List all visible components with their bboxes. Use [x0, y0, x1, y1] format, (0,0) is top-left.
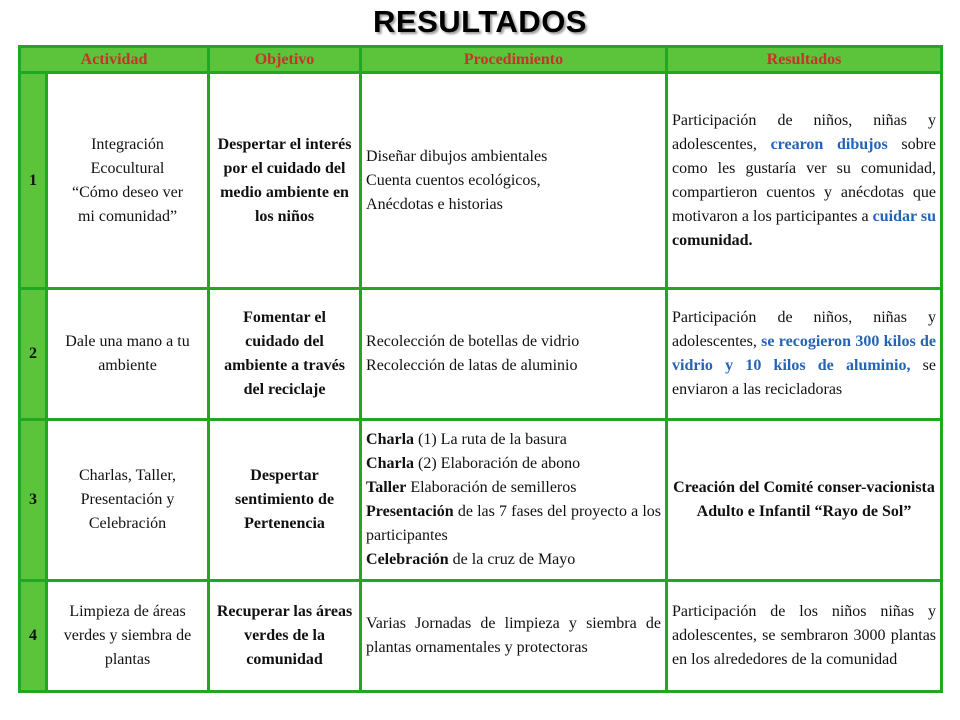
results-highlight: cuidar su — [872, 207, 937, 225]
results-cell — [667, 73, 942, 289]
results-text: Participación de niños, niñas y adolescentes, — [672, 308, 937, 350]
page-title: RESULTADOS — [373, 4, 587, 39]
objective-cell: Recuperar las áreas verdes de la comunidad — [209, 581, 361, 692]
table-row — [20, 419, 942, 580]
objective-cell: Despertar sentimiento de Pertenencia — [209, 419, 361, 580]
table-row — [20, 288, 942, 419]
activity-line: Integración — [91, 135, 164, 153]
procedure-line: Recolección de latas de aluminio — [366, 356, 578, 374]
procedure-text: Elaboración de semilleros — [406, 479, 577, 497]
results-bold: comunidad. — [672, 231, 753, 249]
objective-cell: Despertar el interés por el cuidado del medio ambiente en los niños — [209, 73, 361, 289]
procedure-text: de las 7 fases del proyecto a los participantes — [366, 503, 662, 545]
procedure-line — [366, 503, 661, 544]
procedure-cell — [361, 73, 667, 289]
procedure-line — [366, 548, 661, 572]
procedure-keyword: Celebración — [366, 551, 449, 569]
procedure-line — [366, 428, 661, 452]
procedure-text: de la cruz de Mayo — [448, 551, 576, 569]
results-table — [18, 45, 943, 693]
procedure-keyword: Charla — [366, 431, 415, 449]
procedure-keyword: Taller — [366, 479, 407, 497]
header-resultados: Resultados — [667, 47, 942, 73]
procedure-keyword: Presentación — [366, 503, 454, 521]
procedure-line: Anécdotas e historias — [366, 195, 503, 213]
results-cell: Creación del Comité conser-vacionista Adulto e Infantil “Rayo de Sol” — [667, 419, 942, 580]
procedure-text: (2) Elaboración de abono — [414, 455, 581, 473]
table-header-row — [20, 47, 942, 73]
row-number: 3 — [20, 419, 47, 580]
procedure-line — [366, 452, 661, 476]
procedure-line — [366, 476, 661, 500]
activity-cell: Limpieza de áreas verdes y siembra de plantas — [47, 581, 209, 692]
header-actividad: Actividad — [20, 47, 209, 73]
results-cell: Participación de los niños niñas y adolescentes, se sembraron 3000 plantas en los alrededores de la comunidad — [667, 581, 942, 692]
results-highlight: se recogieron 300 kilos de vidrio y 10 kilos de aluminio, — [672, 332, 937, 374]
procedure-keyword: Charla — [366, 455, 415, 473]
results-highlight: crearon dibujos — [770, 135, 888, 153]
procedure-line: Recolección de botellas de vidrio — [366, 332, 580, 350]
row-number: 4 — [20, 581, 47, 692]
results-cell — [667, 288, 942, 419]
activity-cell — [47, 73, 209, 289]
activity-cell: Dale una mano a tu ambiente — [47, 288, 209, 419]
procedure-line: Diseñar dibujos ambientales — [366, 147, 548, 165]
row-number: 2 — [20, 288, 47, 419]
header-objetivo: Objetivo — [209, 47, 361, 73]
results-text: se enviaron a las recicladoras — [672, 356, 937, 398]
table-row — [20, 73, 942, 289]
procedure-cell — [361, 419, 667, 580]
header-procedimiento: Procedimiento — [361, 47, 667, 73]
procedure-text: (1) La ruta de la basura — [414, 431, 567, 449]
activity-line: “Cómo deseo ver — [71, 183, 184, 201]
row-number: 1 — [20, 73, 47, 289]
activity-cell: Charlas, Taller, Presentación y Celebración — [47, 419, 209, 580]
objective-cell: Fomentar el cuidado del ambiente a través del reciclaje — [209, 288, 361, 419]
results-text: sobre como les gustaría ver su comunidad, compartieron cuentos y anécdotas que motivaron a los participantes a — [672, 135, 937, 225]
procedure-line: Cuenta cuentos ecológicos, — [366, 171, 541, 189]
activity-line: Ecocultural — [90, 159, 165, 177]
results-text: Participación de niños, niñas y adolescentes, — [672, 111, 937, 153]
procedure-cell: Varias Jornadas de limpieza y siembra de plantas ornamentales y protectoras — [361, 581, 667, 692]
table-row — [20, 581, 942, 692]
activity-line: mi comunidad” — [77, 207, 178, 225]
procedure-cell — [361, 288, 667, 419]
